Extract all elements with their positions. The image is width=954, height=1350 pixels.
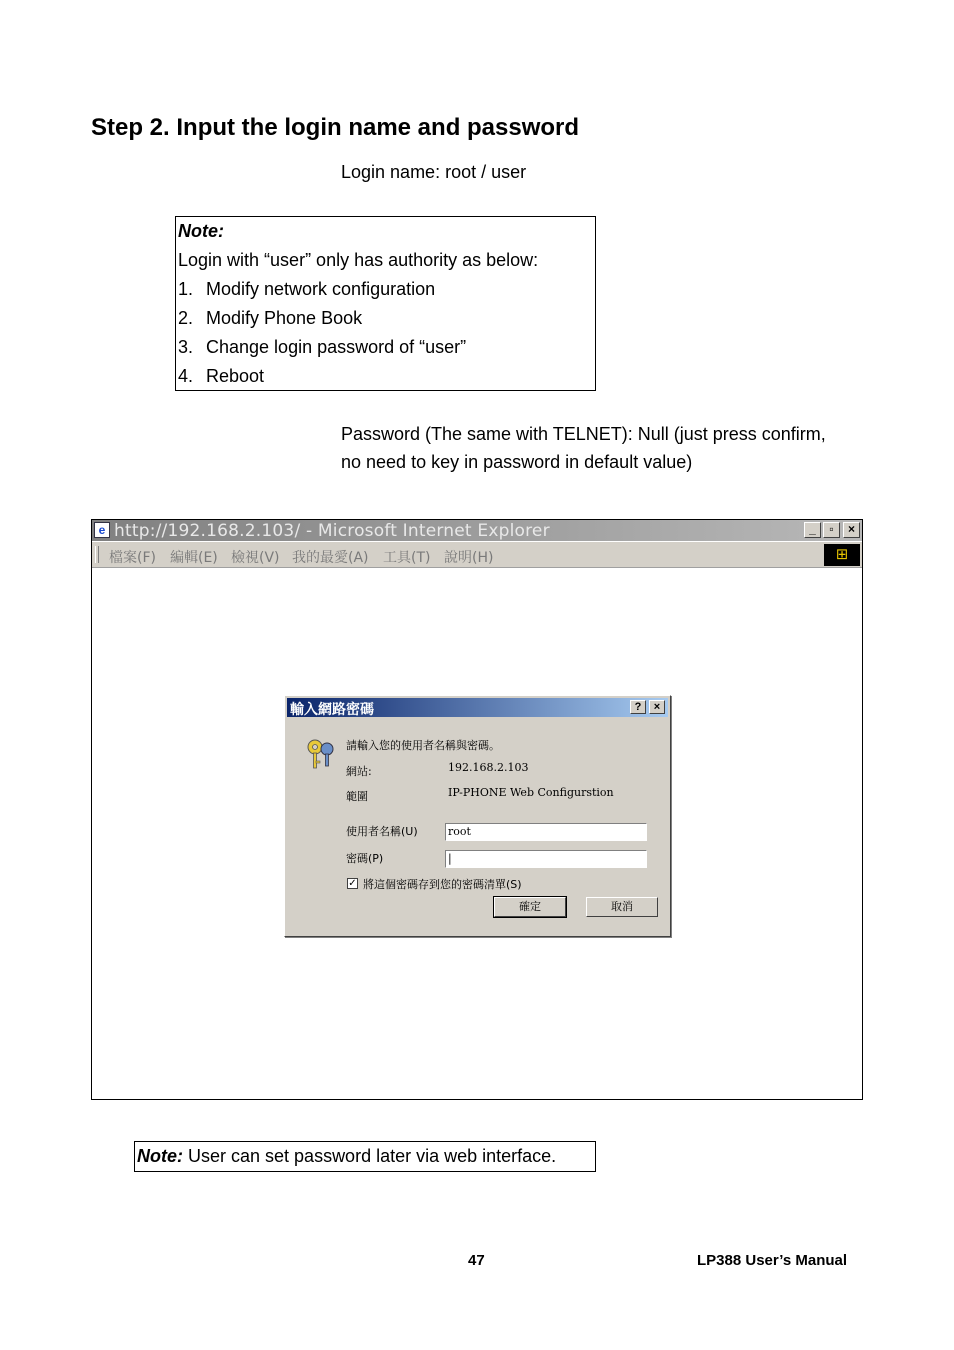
note-box bbox=[175, 216, 596, 391]
menu-tools[interactable]: 工具(T) bbox=[383, 550, 431, 566]
menu-help[interactable]: 說明(H) bbox=[444, 550, 494, 566]
menu-edit[interactable]: 編輯(E) bbox=[170, 550, 218, 566]
menu-grip bbox=[95, 546, 99, 563]
note-item bbox=[176, 333, 595, 362]
restore-button[interactable]: ▫ bbox=[823, 522, 840, 538]
note-item bbox=[176, 362, 595, 391]
realm-value: IP-PHONE Web Configurstion bbox=[448, 786, 614, 799]
note-bottom bbox=[134, 1141, 596, 1172]
note-label: Note: bbox=[178, 221, 224, 241]
username-input[interactable]: root bbox=[445, 823, 647, 841]
minimize-button[interactable]: _ bbox=[804, 522, 821, 538]
password-text bbox=[341, 420, 826, 476]
browser-title: http://192.168.2.103/ - Microsoft Internet Explorer bbox=[114, 521, 550, 541]
note-item-num: 3. bbox=[178, 337, 194, 357]
site-value: 192.168.2.103 bbox=[448, 761, 529, 774]
note-item-text: Modify Phone Book bbox=[206, 308, 363, 328]
password-line: no need to key in password in default value) bbox=[341, 452, 693, 472]
note-item bbox=[176, 275, 595, 304]
note-item-num: 4. bbox=[178, 366, 194, 386]
note-item-text: Modify network configuration bbox=[206, 279, 436, 299]
dialog-help-button[interactable]: ? bbox=[630, 700, 646, 714]
page-number: 47 bbox=[468, 1252, 485, 1269]
note-item-num: 2. bbox=[178, 308, 194, 328]
page-heading: Step 2. Input the login name and password bbox=[91, 114, 580, 141]
menu-bar bbox=[92, 542, 862, 568]
site-label: 網站: bbox=[346, 765, 372, 778]
username-label: 使用者名稱(U) bbox=[346, 825, 418, 838]
note-bottom-text: User can set password later via web interface. bbox=[183, 1146, 557, 1166]
note-item bbox=[176, 304, 595, 333]
password-label: 密碼(P) bbox=[346, 852, 384, 865]
password-dialog bbox=[284, 695, 671, 937]
realm-label: 範圍 bbox=[346, 790, 368, 803]
cancel-button[interactable]: 取消 bbox=[586, 897, 658, 917]
dialog-title: 輸入網路密碼 bbox=[290, 702, 374, 718]
browser-title-bar bbox=[92, 520, 862, 541]
manual-title: LP388 User’s Manual bbox=[697, 1252, 848, 1269]
dialog-title-bar bbox=[287, 698, 668, 717]
windows-logo-icon: ⊞ bbox=[824, 544, 860, 566]
keys-icon bbox=[305, 736, 341, 772]
login-name-text: Login name: root / user bbox=[341, 162, 527, 182]
note-bottom-label: Note: bbox=[137, 1146, 183, 1166]
password-input[interactable]: | bbox=[445, 850, 647, 868]
save-password-checkbox[interactable]: ✓ bbox=[348, 878, 357, 889]
close-button[interactable]: × bbox=[843, 522, 860, 538]
menu-favorites[interactable]: 我的最愛(A) bbox=[292, 550, 369, 566]
dialog-prompt: 請輸入您的使用者名稱與密碼。 bbox=[346, 739, 500, 752]
browser-window bbox=[91, 519, 863, 1100]
password-line: Password (The same with TELNET): Null (just press confirm, bbox=[341, 424, 826, 444]
note-item-text: Reboot bbox=[206, 366, 265, 386]
ok-button[interactable]: 確定 bbox=[494, 897, 566, 917]
menu-file[interactable]: 檔案(F) bbox=[109, 550, 156, 566]
note-intro: Login with “user” only has authority as below: bbox=[178, 250, 539, 270]
menu-view[interactable]: 檢視(V) bbox=[231, 550, 280, 566]
ie-icon: e bbox=[94, 522, 110, 538]
note-item-num: 1. bbox=[178, 279, 194, 299]
save-password-label: 將這個密碼存到您的密碼清單(S) bbox=[363, 878, 522, 891]
note-item-text: Change login password of “user” bbox=[206, 337, 467, 357]
dialog-close-button[interactable]: × bbox=[649, 700, 665, 714]
